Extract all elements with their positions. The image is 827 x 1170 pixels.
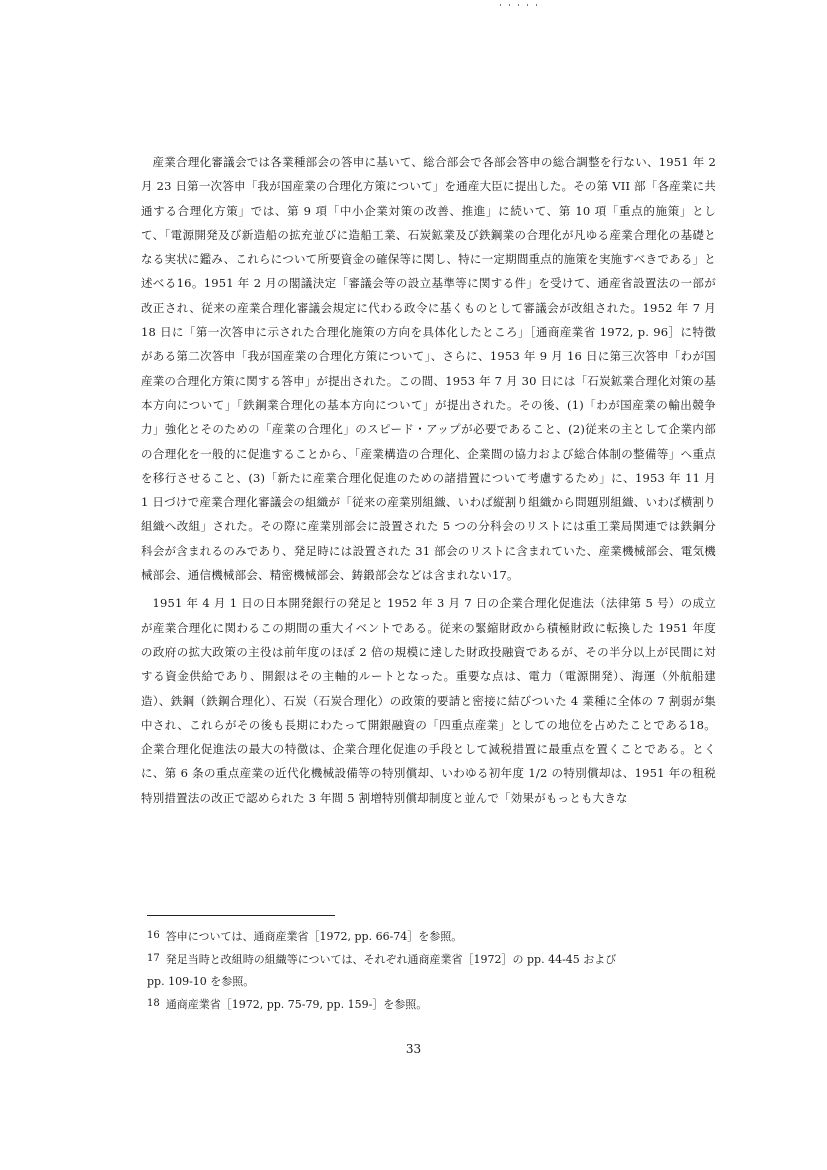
footnote-number: 16	[147, 930, 160, 941]
footnote-text: 発足当時と改組時の組織等については、それぞれ通商産業省［1972］の pp. 44-45 および	[165, 953, 617, 966]
footnotes	[147, 925, 707, 1016]
footnote-separator	[147, 915, 335, 916]
footnote	[147, 925, 707, 948]
paragraph: 産業合理化審議会では各業種部会の答申に基いて、総合部会で各部会答申の総合調整を行ない、1951 年 2 月 23 日第一次答申「我が国産業の合理化方策について」を通産大臣に提出した。その第 VII 部「各産業に共通する合理化方策」では、第 9 項「中小企業対策の改善、推進」に続いて、第 10 項「重点的施策」として、「電源開発及び新造船の拡充並びに造船工業、石炭鉱業及び鉄鋼業の合理化が凡ゆる産業合理化の基礎となる実状に鑑み、これらについて所要資金の確保等に関し、特に一定期間重点的施策を実施すべきである」と述べる16。1951 年 2 月の閣議決定「審議会等の設立基準等に関する件」を受けて、通産省設置法の一部が改正され、従来の産業合理化審議会規定に代わる政令に基くものとして審議会が改組された。1952 年 7 月 18 日に「第一次答申に示された合理化施策の方向を具体化したところ」［通商産業省 1972, p. 96］に特徴がある第二次答申「我が国産業の合理化方策について」、さらに、1953 年 9 月 16 日に第三次答申「わが国産業の合理化方策に関する答申」が提出された。この間、1953 年 7 月 30 日には「石炭鉱業合理化対策の基本方向について」「鉄鋼業合理化の基本方向について」が提出された。その後、(1)「わが国産業の輸出競争力」強化とそのための「産業の合理化」のスピード・アップが必要であること、(2)従来の主として企業内部の合理化を一般的に促進することから、「産業構造の合理化、企業間の協力および総合体制の整備等」へ重点を移行させること、(3)「新たに産業合理化促進のための諸措置について考慮するため」に、1953 年 11 月 1 日づけで産業合理化審議会の組織が「従来の産業別組織、いわば縦割り組織から問題別組織、いわば横割り組織へ改組」された。その際に産業別部会に設置された 5 つの分科会のリストには重工業局関連では鉄鋼分科会が含まれるのみであり、発足時には設置された 31 部会のリストに含まれていた、産業機械部会、電気機械部会、通信機械部会、精密機械部会、鋳鍛部会などは含まれない17。	[141, 155, 716, 583]
footnote-text: 通商産業省［1972, pp. 75-79, pp. 159-］を参照。	[165, 998, 428, 1011]
paragraph: 1951 年 4 月 1 日の日本開発銀行の発足と 1952 年 3 月 7 日の企業合理化促進法（法律第 5 号）の成立が産業合理化に関わるこの期間の重大イベントである。従来の緊縮財政から積極財政に転換した 1951 年度の政府の拡大政策の主役は前年度のほぼ 2 倍の規模に達した財政投融資であるが、その半分以上が民間に対する資金供給であり、開銀はその主軸的ルートとなった。重要な点は、電力（電源開発）、海運（外航船建造）、鉄鋼（鉄鋼合理化）、石炭（石炭合理化）の政策的要請と密接に結びついた 4 業種に全体の 7 割弱が集中され、これらがその後も長期にわたって開銀融資の「四重点産業」としての地位を占めたことである18。企業合理化促進法の最大の特徴は、企業合理化促進の手段として減税措置に最重点を置くことである。とくに、第 6 条の重点産業の近代化機械設備等の特別償却、いわゆる初年度 1/2 の特別償却は、1951 年の租税特別措置法の改正で認められた 3 年間 5 割増特別償却制度と並んで「効果がもっとも大きな	[141, 596, 716, 805]
footnote-text-continued: pp. 109-10 を参照。	[147, 975, 255, 988]
body-text	[141, 150, 716, 810]
footnote-text: 答申については、通商産業省［1972, pp. 66-74］を参照。	[165, 930, 463, 943]
page-number: 33	[405, 1042, 422, 1056]
footnote	[147, 948, 707, 993]
scan-artifact	[500, 4, 540, 6]
footnote	[147, 993, 707, 1016]
footnote-number: 18	[147, 998, 160, 1009]
footnote-number: 17	[147, 953, 160, 964]
